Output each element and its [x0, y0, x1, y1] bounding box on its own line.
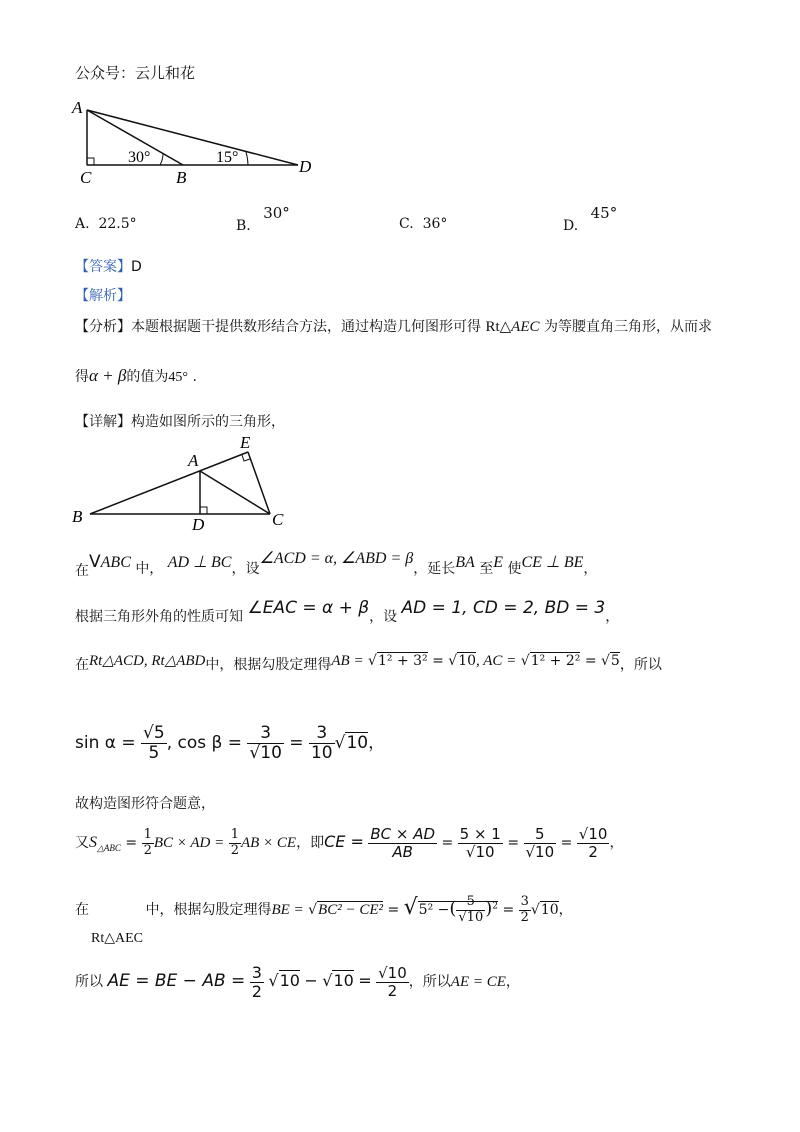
detail-line: 【详解】构造如图所示的三角形，	[75, 414, 285, 430]
label-d: D	[299, 157, 312, 176]
option-c: C. 36°	[399, 216, 448, 232]
account-header: 公众号：云儿和花	[75, 64, 196, 82]
detail-line-1: 在VABC 中， AD ⊥ BC，设∠ACD = α, ∠ABD = β，延长BA 至E 使CE ⊥ BE，	[75, 550, 598, 579]
detail-line-2: 根据三角形外角的性质可知 ∠EAC = α + β，设 AD = 1, CD = 2, BD = 3，	[75, 598, 620, 625]
option-a: A. 22.5°	[75, 216, 137, 232]
fenxi-line1: 【分析】本题根据题干提供数形结合方法，通过构造几何图形可得 Rt△AEC 为等腰直角三角形，从而求	[75, 319, 712, 335]
angle-15-label: 15°	[216, 149, 239, 166]
analysis-tag: 【解析】	[75, 288, 131, 304]
option-d: D. 45°	[563, 204, 618, 234]
angle-30-label: 30°	[128, 149, 151, 166]
rt-aec-label: Rt△AEC	[91, 931, 143, 946]
label2-d: D	[192, 515, 205, 532]
label-a: A	[72, 98, 83, 117]
label2-c: C	[272, 510, 284, 529]
detail-line-4: sin α = $\frac{√5}{5}$ , cos β = $\frac{3}{√10}$ = $\frac{3}{10}$ √10，	[75, 723, 386, 763]
label-b: B	[176, 168, 187, 185]
option-b: B. 30°	[236, 204, 290, 234]
label2-e: E	[240, 433, 251, 452]
detail-line-5: 故构造图形符合题意，	[75, 796, 215, 812]
detail-line-3: 在Rt△ACD, Rt△ABD中，根据勾股定理得AB = √1² + 3² = √10, AC = √1² + 2² = √5，所以	[75, 653, 662, 673]
detail-line-6: 又$S_{\triangle ABC}$ = $\frac{1}{2}$ BC × AD = $\frac{1}{2}$ AB × CE，即CE = $\frac{BC \times AD}{AB}$ = $\frac{5 \times 1}{√10}$ = $\frac{5}{√10}$ = $\frac{√10}{2}$ ，	[75, 825, 624, 861]
answer-line: 【答案】D	[75, 259, 142, 275]
label2-b: B	[72, 507, 83, 526]
label-c: C	[80, 168, 92, 185]
detail-line-7: 在 中，根据勾股定理得BE = √BC² − CE² = √5² −( $\frac{5}{√10}$ )$^2$ = $\frac{3}{2}$ √10，	[75, 894, 573, 925]
fenxi-line2: 得α + β的值为45° .	[75, 366, 197, 385]
detail-line-8: 所以 AE = BE − AB = $\frac{3}{2}$ √10 − √10 = $\frac{√10}{2}$ ，所以AE = CE，	[75, 963, 520, 1001]
figure-triangle-abc	[70, 432, 300, 532]
figure-triangle-acd	[70, 95, 330, 185]
label2-a: A	[188, 451, 199, 470]
